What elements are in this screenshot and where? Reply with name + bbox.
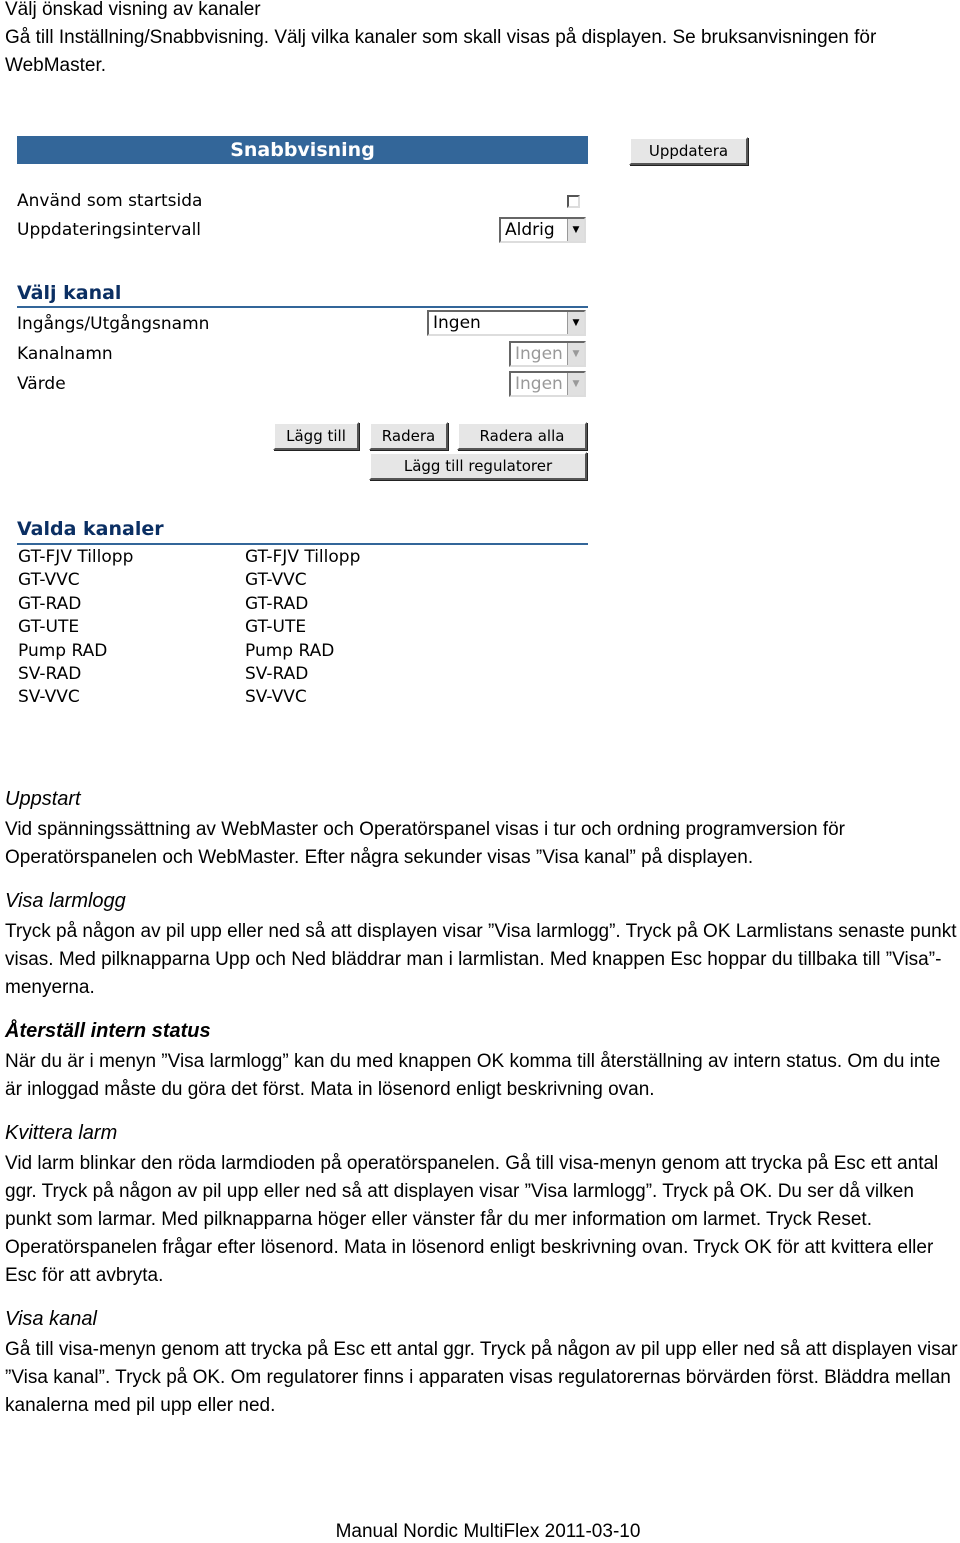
update-button[interactable]: Uppdatera: [629, 137, 748, 165]
list-item: Pump RAD: [245, 640, 335, 661]
section-text-uppstart: Vid spänningssättning av WebMaster och Operatörspanel visas i tur och ordning programversion för Operatörspanelen och WebMaster. Efter några sekunder visas ”Visa kanal” på displayen.: [5, 819, 845, 868]
chevron-down-icon: ▼: [567, 373, 584, 395]
section-text-larmlogg: Tryck på någon av pil upp eller ned så att displayen visar ”Visa larmlogg”. Tryck på OK Larmlistans senaste punkt visas. Med pilknapparna Upp och Ned bläddrar man i larmlistan. Med knappen Esc hoppar du tillbaka till ”Visa”-menyerna.: [5, 921, 957, 998]
selected-channels-list-2: [245, 546, 360, 710]
channel-name-value: Ingen: [515, 344, 563, 364]
list-item: SV-VVC: [245, 687, 307, 708]
list-item: GT-FJV Tillopp: [18, 547, 134, 567]
selected-channels-list-1: [18, 546, 133, 710]
snabbvisning-screenshot: [0, 130, 760, 730]
page-footer: Manual Nordic MultiFlex 2011-03-10: [335, 1521, 641, 1542]
delete-button[interactable]: Radera: [369, 422, 448, 450]
section-text-aterstall: När du är i menyn ”Visa larmlogg” kan du med knappen OK komma till återställning av intern status. Om du inte är inloggad måste du göra det först. Mata in lösenord enligt beskrivning ovan.: [5, 1051, 941, 1100]
channel-name-select[interactable]: [509, 341, 586, 367]
value-label: Värde: [17, 374, 66, 394]
add-button[interactable]: Lägg till: [273, 422, 359, 450]
update-interval-label: Uppdateringsintervall: [17, 220, 202, 240]
manual-sections: [5, 786, 960, 1436]
update-interval-value: Aldrig: [505, 220, 555, 240]
value-select[interactable]: [509, 371, 586, 397]
list-item: GT-UTE: [245, 617, 307, 638]
delete-all-button[interactable]: Radera alla: [457, 422, 587, 450]
list-item: GT-VVC: [245, 570, 307, 591]
section-heading-visakanal: Visa kanal: [5, 1308, 97, 1330]
list-item: GT-RAD: [18, 593, 82, 614]
update-interval-select[interactable]: [499, 217, 586, 243]
add-regulators-button[interactable]: Lägg till regulatorer: [369, 452, 587, 480]
list-item: Pump RAD: [18, 640, 108, 661]
divider: [17, 306, 588, 308]
section-text-kvittera: Vid larm blinkar den röda larmdioden på operatörspanelen. Gå till visa-menyn genom att trycka på Esc ett antal ggr. Tryck på någon av pil upp eller ned så att displayen visar ”Visa larmlogg”. Tryck på OK. Du ser då vilken punkt som larmar. Med pilknapparna höger eller vänster får du mer information om larmet. Tryck Reset. Operatörspanelen frågar efter lösenord. Mata in lösenord enligt beskrivning ovan. Tryck OK för att kvittera eller Esc för att avbryta.: [5, 1153, 939, 1286]
panel-title: Snabbvisning: [17, 136, 588, 164]
list-item: GT-FJV Tillopp: [245, 547, 361, 567]
select-channel-heading: Välj kanal: [17, 282, 122, 304]
use-as-start-label: Använd som startsida: [17, 191, 203, 211]
section-heading-larmlogg: Visa larmlogg: [5, 890, 126, 912]
chevron-down-icon: ▼: [567, 343, 584, 365]
value-value: Ingen: [515, 374, 563, 394]
list-item: SV-RAD: [18, 663, 82, 684]
selected-channels-heading: Valda kanaler: [17, 518, 164, 540]
chevron-down-icon: ▼: [567, 219, 584, 241]
divider: [17, 543, 588, 545]
use-as-start-checkbox[interactable]: [567, 195, 580, 208]
intro-heading: Välj önskad visning av kanaler: [5, 0, 261, 20]
section-heading-kvittera: Kvittera larm: [5, 1122, 118, 1144]
list-item: GT-VVC: [18, 570, 80, 591]
io-name-select[interactable]: [427, 310, 586, 336]
list-item: SV-RAD: [245, 663, 309, 684]
section-heading-aterstall: Återställ intern status: [5, 1020, 211, 1042]
chevron-down-icon: ▼: [567, 312, 584, 334]
io-name-label: Ingångs/Utgångsnamn: [17, 314, 210, 334]
list-item: SV-VVC: [18, 687, 80, 708]
io-name-value: Ingen: [433, 313, 481, 333]
list-item: GT-UTE: [18, 617, 80, 638]
list-item: GT-RAD: [245, 593, 309, 614]
channel-name-label: Kanalnamn: [17, 344, 113, 364]
intro-instructions: Gå till Inställning/Snabbvisning. Välj vilka kanaler som skall visas på displayen. Se bruksanvisningen för WebMaster.: [5, 27, 877, 76]
intro: [5, 0, 955, 80]
section-text-visakanal: Gå till visa-menyn genom att trycka på Esc ett antal ggr. Tryck på någon av pil upp eller ned så att displayen visar ”Visa kanal”. Tryck på OK. Om regulatorer finns i apparaten visas regulatorernas börvärden först. Bläddra mellan kanalerna med pil upp eller ned.: [5, 1339, 958, 1416]
section-heading-uppstart: Uppstart: [5, 788, 81, 810]
